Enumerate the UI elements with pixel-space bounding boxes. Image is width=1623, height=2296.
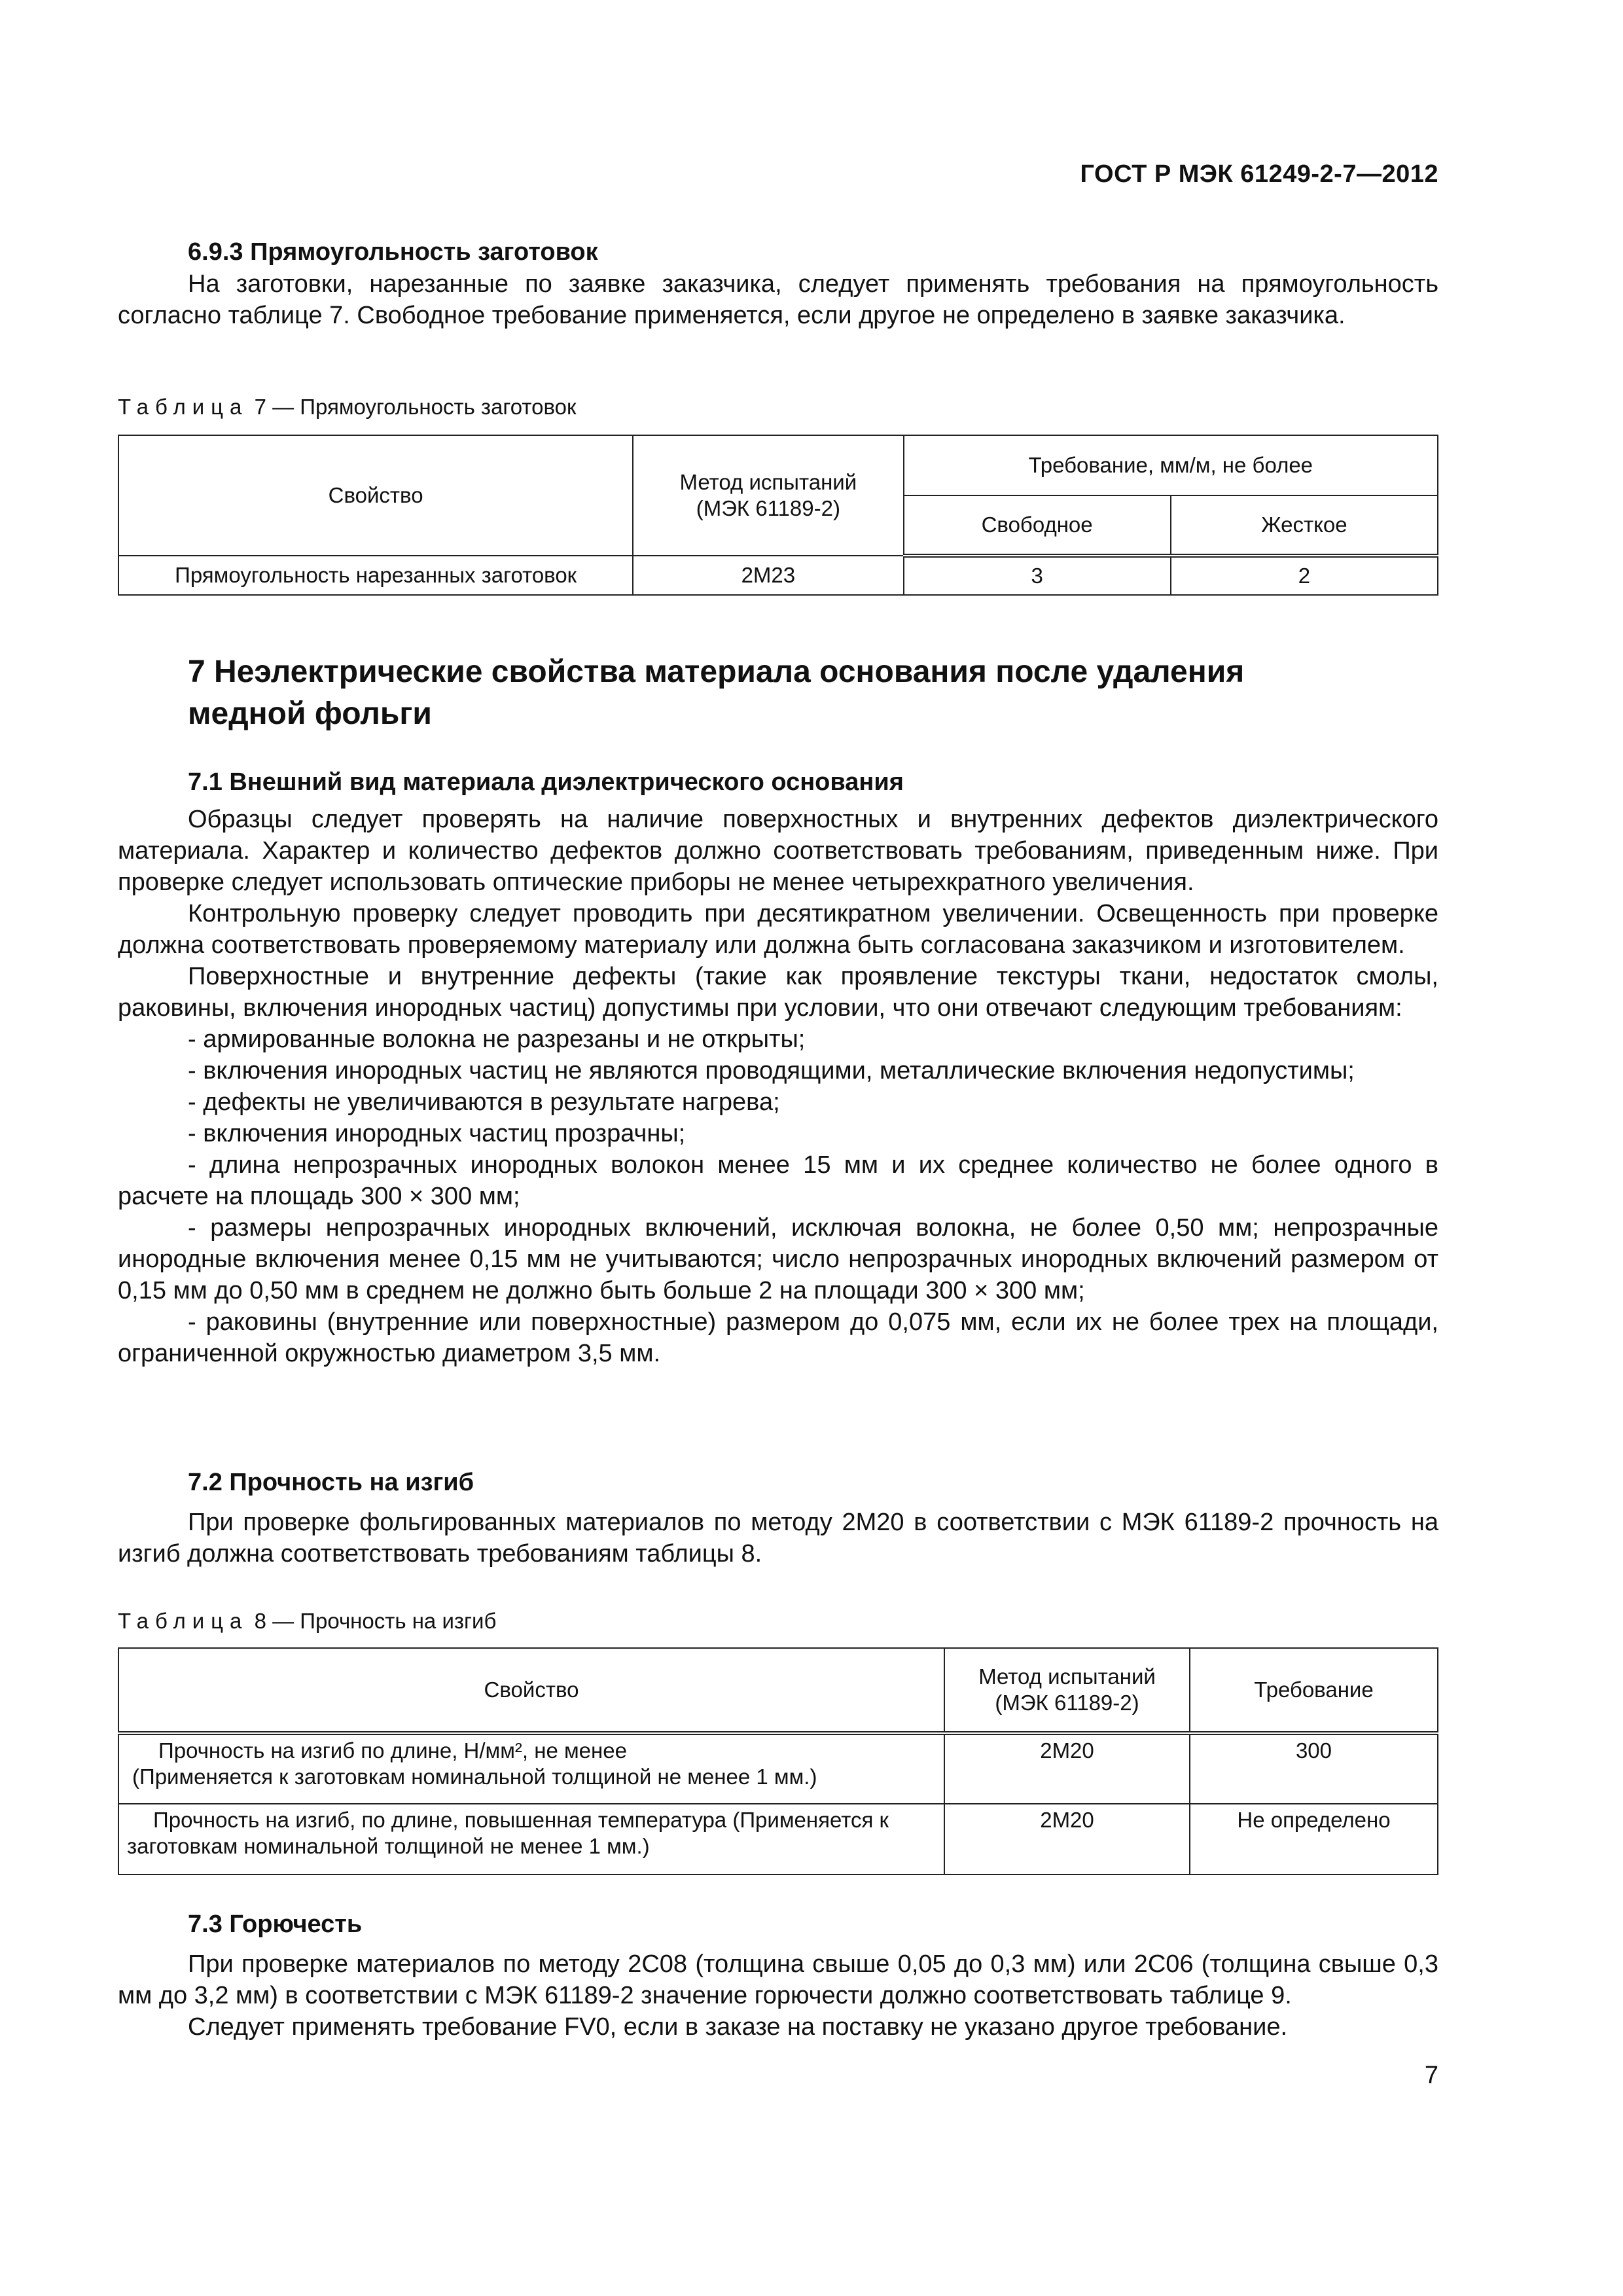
section-title: 7.1 Внешний вид материала диэлектрического основания: [188, 768, 904, 796]
cell-property: [118, 1733, 944, 1804]
list-item: - включения инородных частиц не являются проводящими, металлические включения недопустимы;: [188, 1057, 1355, 1085]
table-caption-title: 7 — Прямоугольность заготовок: [254, 395, 577, 419]
table-caption: [118, 1607, 1438, 1636]
table-7-block: [118, 393, 1438, 596]
paragraph: На заготовки, нарезанные по заявке заказчика, следует применять требования на прямоугольность согласно таблице 7. Свободное требование применяется, если другое не определено в заявке заказчика.: [118, 270, 1438, 329]
page-number: 7: [1424, 2062, 1438, 2089]
standard-code-header: ГОСТ Р МЭК 61249-2-7—2012: [1080, 160, 1438, 188]
cell-requirement: 300: [1190, 1733, 1438, 1804]
table-row: [118, 1804, 1438, 1874]
paragraph: При проверке фольгированных материалов по методу 2М20 в соответствии с МЭК 61189-2 прочность на изгиб должна соответствовать требованиям таблицы 8.: [118, 1509, 1438, 1568]
list-item: - включения инородных частиц прозрачны;: [188, 1120, 686, 1147]
cell-property-line1: Прочность на изгиб по длине, Н/мм², не менее: [158, 1738, 627, 1763]
header-method-line2: (МЭК 61189-2): [696, 496, 840, 520]
paragraph-1: Образцы следует проверять на наличие поверхностных и внутренних дефектов диэлектрического материала. Характер и количество дефектов должно соответствовать требованиям, приведенным ниже. При проверке следует использовать оптические приборы не менее четырехкратного увеличения.: [118, 806, 1438, 896]
header-method-line2: (МЭК 61189-2): [995, 1691, 1139, 1715]
header-method-line1: Метод испытаний: [978, 1664, 1156, 1689]
cell-method: 2М20: [944, 1804, 1190, 1874]
section-title: 7.2 Прочность на изгиб: [188, 1469, 474, 1496]
header-requirement: Требование: [1190, 1648, 1438, 1733]
cell-requirement: Не определено: [1190, 1804, 1438, 1874]
section-title-line2: медной фольги: [188, 696, 432, 731]
header-free: Свободное: [904, 495, 1171, 556]
table-row: [118, 556, 1438, 595]
header-requirement: Требование, мм/м, не более: [904, 435, 1438, 495]
header-strict: Жесткое: [1171, 495, 1438, 556]
table-caption-title: 8 — Прочность на изгиб: [254, 1609, 497, 1633]
section-title-line1: 7 Неэлектрические свойства материала основания после удаления: [188, 655, 1245, 689]
table-row: [118, 1733, 1438, 1804]
table-7: [118, 435, 1438, 596]
header-method-line1: Метод испытаний: [679, 470, 857, 494]
paragraph-2: Контрольную проверку следует проводить при десятикратном увеличении. Освещенность при проверке должна соответствовать проверяемому материалу или должна быть согласована заказчиком и изготовителем.: [118, 900, 1438, 959]
table-caption: [118, 393, 1438, 422]
header-property: Свойство: [118, 435, 633, 556]
cell-method: 2М23: [633, 556, 903, 595]
header-method: [944, 1648, 1190, 1733]
table-8-block: [118, 1607, 1438, 1875]
table-caption-word: Таблица: [118, 395, 249, 419]
paragraph-2: Следует применять требование FV0, если в заказе на поставку не указано другое требование.: [188, 2013, 1288, 2041]
section-6-9-3: [118, 236, 1438, 331]
table-8: [118, 1647, 1438, 1875]
section-7-2: [118, 1466, 1438, 1570]
cell-strict: 2: [1171, 556, 1438, 595]
section-title: 7.3 Горючесть: [188, 1910, 363, 1938]
cell-method: 2М20: [944, 1733, 1190, 1804]
list-item: - длина непрозрачных инородных волокон менее 15 мм и их среднее количество не более одного в расчете на площадь 300 × 300 мм;: [118, 1151, 1438, 1210]
section-7-3: [118, 1908, 1438, 2043]
table-caption-word: Таблица: [118, 1609, 249, 1633]
cell-property-line2: (Применяется к заготовкам номинальной толщиной не менее 1 мм.): [132, 1765, 817, 1789]
list-item: - армированные волокна не разрезаны и не открыты;: [188, 1026, 806, 1053]
cell-free: 3: [904, 556, 1171, 595]
list-item: - дефекты не увеличиваются в результате нагрева;: [188, 1088, 780, 1116]
section-7-1: [118, 766, 1438, 1369]
header-property: Свойство: [118, 1648, 944, 1733]
section-7: [118, 651, 1438, 735]
section-title: 6.9.3 Прямоугольность заготовок: [188, 238, 598, 266]
cell-property: Прочность на изгиб, по длине, повышенная температура (Применяется к заготовкам номинальной толщиной не менее 1 мм.): [118, 1804, 944, 1874]
header-method: [633, 435, 903, 556]
paragraph-1: При проверке материалов по методу 2С08 (толщина свыше 0,05 до 0,3 мм) или 2С06 (толщина свыше 0,3 мм до 3,2 мм) в соответствии с МЭК 61189-2 значение горючести должно соответствовать таблице 9.: [118, 1950, 1438, 2009]
list-item: - размеры непрозрачных инородных включений, исключая волокна, не более 0,50 мм; непрозрачные инородные включения менее 0,15 мм не учитываются; число непрозрачных инородных включений размером от 0,15 мм до 0,50 мм в среднем не должно быть больше 2 на площади 300 × 300 мм;: [118, 1214, 1438, 1304]
paragraph-3: Поверхностные и внутренние дефекты (такие как проявление текстуры ткани, недостаток смолы, раковины, включения инородных частиц) допустимы при условии, что они отвечают следующим требованиям:: [118, 963, 1438, 1022]
cell-property: Прямоугольность нарезанных заготовок: [118, 556, 633, 595]
list-item: - раковины (внутренние или поверхностные) размером до 0,075 мм, если их не более трех на площади, ограниченной окружностью диаметром 3,5 мм.: [118, 1308, 1438, 1367]
